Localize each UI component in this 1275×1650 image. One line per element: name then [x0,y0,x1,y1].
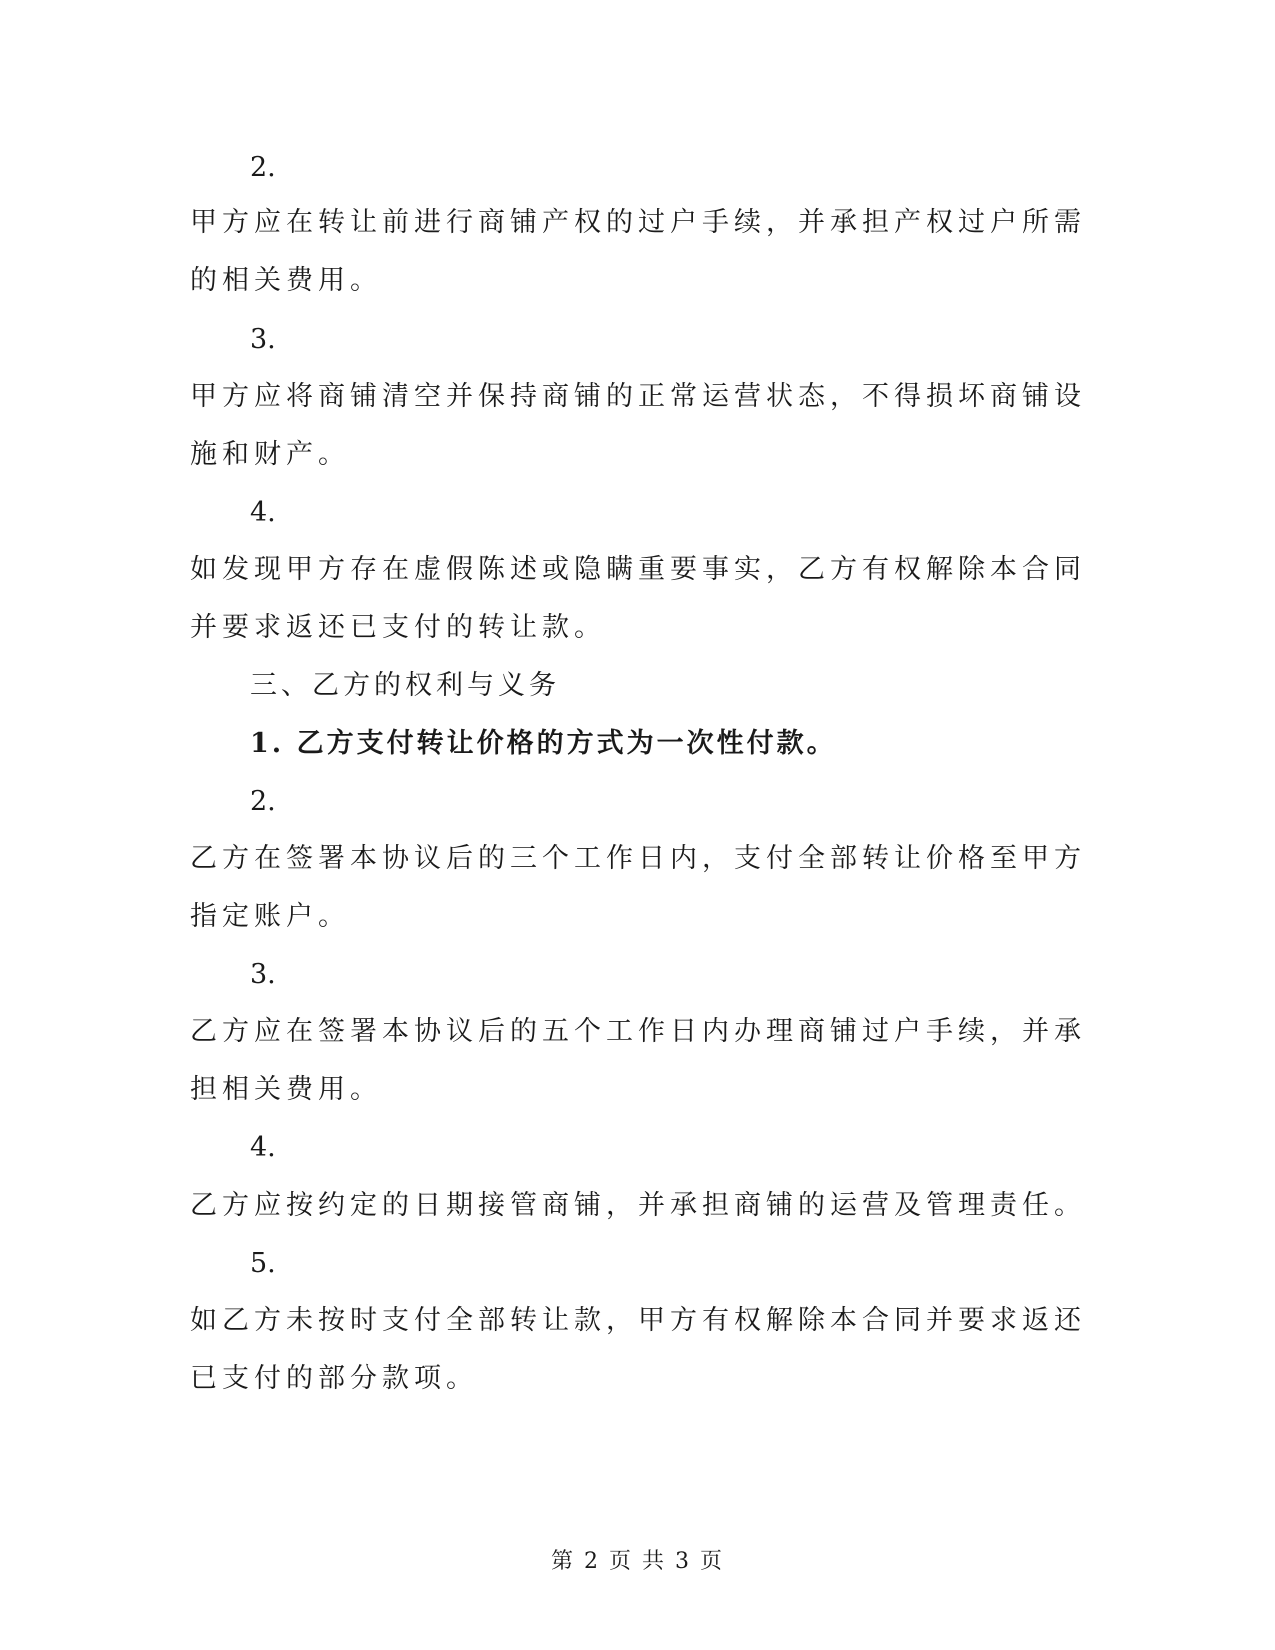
paragraph-line: 乙方应按约定的日期接管商铺，并承担商铺的运营及管理责任。 [190,1190,1086,1221]
item-number: 5. [250,1248,276,1279]
paragraph-line: 如乙方未按时支付全部转让款，甲方有权解除本合同并要求返还 [190,1305,1086,1336]
paragraph-line: 甲方应在转让前进行商铺产权的过户手续，并承担产权过户所需 [190,207,1086,238]
bold-item: 1. 乙方支付转让价格的方式为一次性付款。 [250,728,837,759]
paragraph-line: 的相关费用。 [190,265,382,296]
item-number: 4. [250,497,276,528]
paragraph-line: 担相关费用。 [190,1074,382,1105]
item-number: 2. [250,152,276,183]
paragraph-line: 施和财产。 [190,439,350,470]
item-number: 2. [250,786,276,817]
paragraph-line: 如发现甲方存在虚假陈述或隐瞒重要事实，乙方有权解除本合同 [190,554,1086,585]
paragraph-line: 指定账户。 [190,901,350,932]
paragraph-line: 乙方在签署本协议后的三个工作日内，支付全部转让价格至甲方 [190,843,1086,874]
page-footer: 第 2 页 共 3 页 [551,1549,724,1574]
section-heading: 三、乙方的权利与义务 [250,670,560,701]
item-number: 3. [250,959,276,990]
paragraph-line: 已支付的部分款项。 [190,1363,478,1394]
item-number: 4. [250,1132,276,1163]
paragraph-line: 乙方应在签署本协议后的五个工作日内办理商铺过户手续，并承 [190,1016,1086,1047]
paragraph-line: 甲方应将商铺清空并保持商铺的正常运营状态，不得损坏商铺设 [190,381,1086,412]
item-number: 3. [250,324,276,355]
paragraph-line: 并要求返还已支付的转让款。 [190,612,606,643]
